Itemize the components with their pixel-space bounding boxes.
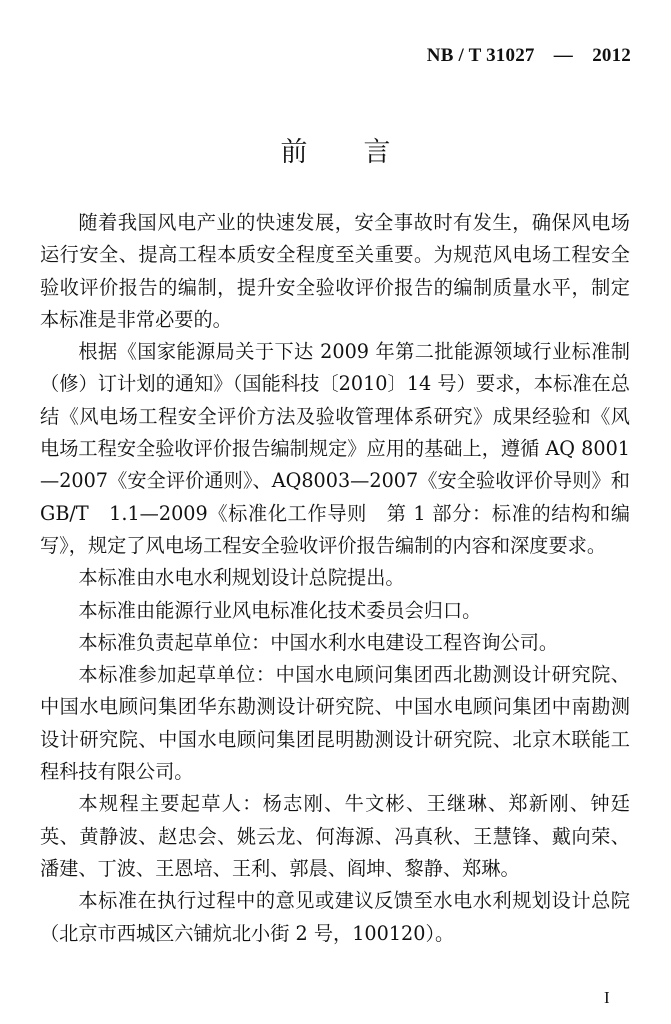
paragraph-proposer: 本标准由水电水利规划设计总院提出。 [78, 566, 405, 590]
foreword-body [40, 207, 630, 950]
page-title: 前言 [280, 137, 447, 168]
paragraph-participating-drafters: 本标准参加起草单位：中国水电顾问集团西北勘测设计研究院、中国水电顾问集团华东勘测设计研究院、中国水电顾问集团中南勘测设计研究院、中国水电顾问集团昆明勘测设计研究院、北京木联能工程科技有限公司。 [40, 663, 630, 784]
page-number: I [604, 988, 610, 1007]
paragraph-main-drafters: 本规程主要起草人：杨志刚、牛文彬、王继琳、郑新刚、钟廷英、黄静波、赵忠会、姚云龙、何海源、冯真秋、王慧锋、戴向荣、潘建、丁波、王恩培、王利、郭晨、阎坤、黎静、郑琳。 [40, 792, 630, 880]
standard-code-header: NB / T 31027 — 2012 [426, 45, 631, 66]
paragraph-feedback: 本标准在执行过程中的意见或建议反馈至水电水利规划设计总院（北京市西城区六铺炕北小街 2 号，100120）。 [40, 889, 630, 945]
paragraph-committee: 本标准由能源行业风电标准化技术委员会归口。 [78, 598, 482, 622]
paragraph-background: 随着我国风电产业的快速发展，安全事故时有发生，确保风电场运行安全、提高工程本质安全程度至关重要。为规范风电场工程安全验收评价报告的编制，提升安全验收评价报告的编制质量水平，制定本标准是非常必要的。 [40, 211, 630, 331]
paragraph-lead-drafter: 本标准负责起草单位：中国水利水电建设工程咨询公司。 [78, 630, 559, 654]
paragraph-basis: 根据《国家能源局关于下达 2009 年第二批能源领域行业标准制（修）订计划的通知》（国能科技〔2010〕14 号）要求，本标准在总结《风电场工程安全评价方法及验收管理体系研究》成果经验和《风电场工程安全验收评价报告编制规定》应用的基础上，遵循 AQ 8001—2007《安全评价通则》、AQ8003—2007《安全验收评价导则》和 GB/T 1.1—2009《标准化工作导则 第 1 部分：标准的结构和编写》，规定了风电场工程安全验收评价报告编制的内容和深度要求。 [40, 340, 630, 557]
